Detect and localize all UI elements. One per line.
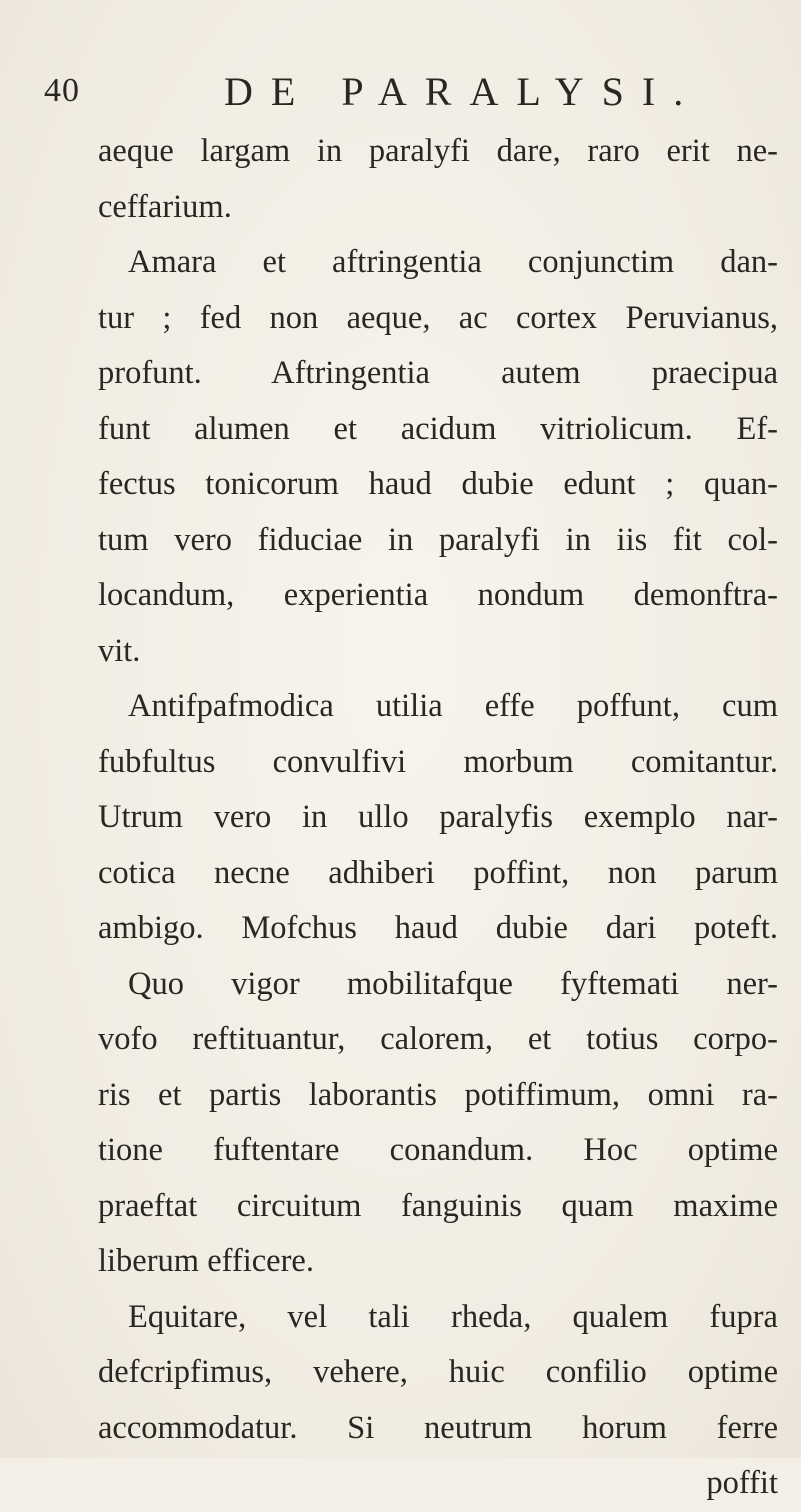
text-line: vit. [98, 632, 141, 669]
text-line: Antifpafmodica utilia effe poffunt, cum [128, 688, 778, 724]
page-number: 40 [44, 72, 80, 109]
text-line: aeque largam in paralyfi dare, raro erit ne- [98, 133, 778, 169]
text-line: tum vero fiduciae in paralyfi in iis fit col- [98, 521, 778, 558]
text-line: funt alumen et acidum vitriolicum. Ef- [98, 410, 778, 447]
text-line: Amara et aftringentia conjunctim dan- [128, 244, 778, 280]
text-line: profunt. Aftringentia autem praecipua [98, 355, 778, 391]
text-line: fubfultus convulfivi morbum comitantur. [98, 743, 778, 780]
text-line: defcripfimus, vehere, huic confilio optime [98, 1354, 778, 1390]
text-line: tur ; fed non aeque, ac cortex Peruvianus, [98, 299, 778, 336]
text-line: liberum efficere. [98, 1243, 314, 1279]
page-header [44, 68, 764, 118]
text-line: ambigo. Mofchus haud dubie dari poteft. [98, 910, 778, 946]
text-line: cotica necne adhiberi poffint, non parum [98, 854, 778, 891]
text-line: Quo vigor mobilitafque fyftemati ner- [128, 965, 778, 1002]
text-line: praeftat circuitum fanguinis quam maxime [98, 1187, 778, 1224]
text-line: fectus tonicorum haud dubie edunt ; quan- [98, 466, 778, 502]
text-line: vofo reftituantur, calorem, et totius corpo- [98, 1021, 778, 1057]
body-text [98, 124, 778, 1512]
text-line: ceffarium. [98, 188, 232, 225]
text-line: Utrum vero in ullo paralyfis exemplo nar- [98, 799, 778, 835]
text-line: accommodatur. Si neutrum horum ferre [98, 1409, 778, 1446]
text-line: ris et partis laborantis potiffimum, omni ra- [98, 1076, 778, 1113]
text-line: Equitare, vel tali rheda, qualem fupra [128, 1298, 778, 1335]
catchword: poffit [706, 1465, 778, 1501]
running-head: DE PARALYSI. [224, 69, 702, 114]
text-line: locandum, experientia nondum demonftra- [98, 577, 778, 613]
text-line: tione fuftentare conandum. Hoc optime [98, 1132, 778, 1168]
